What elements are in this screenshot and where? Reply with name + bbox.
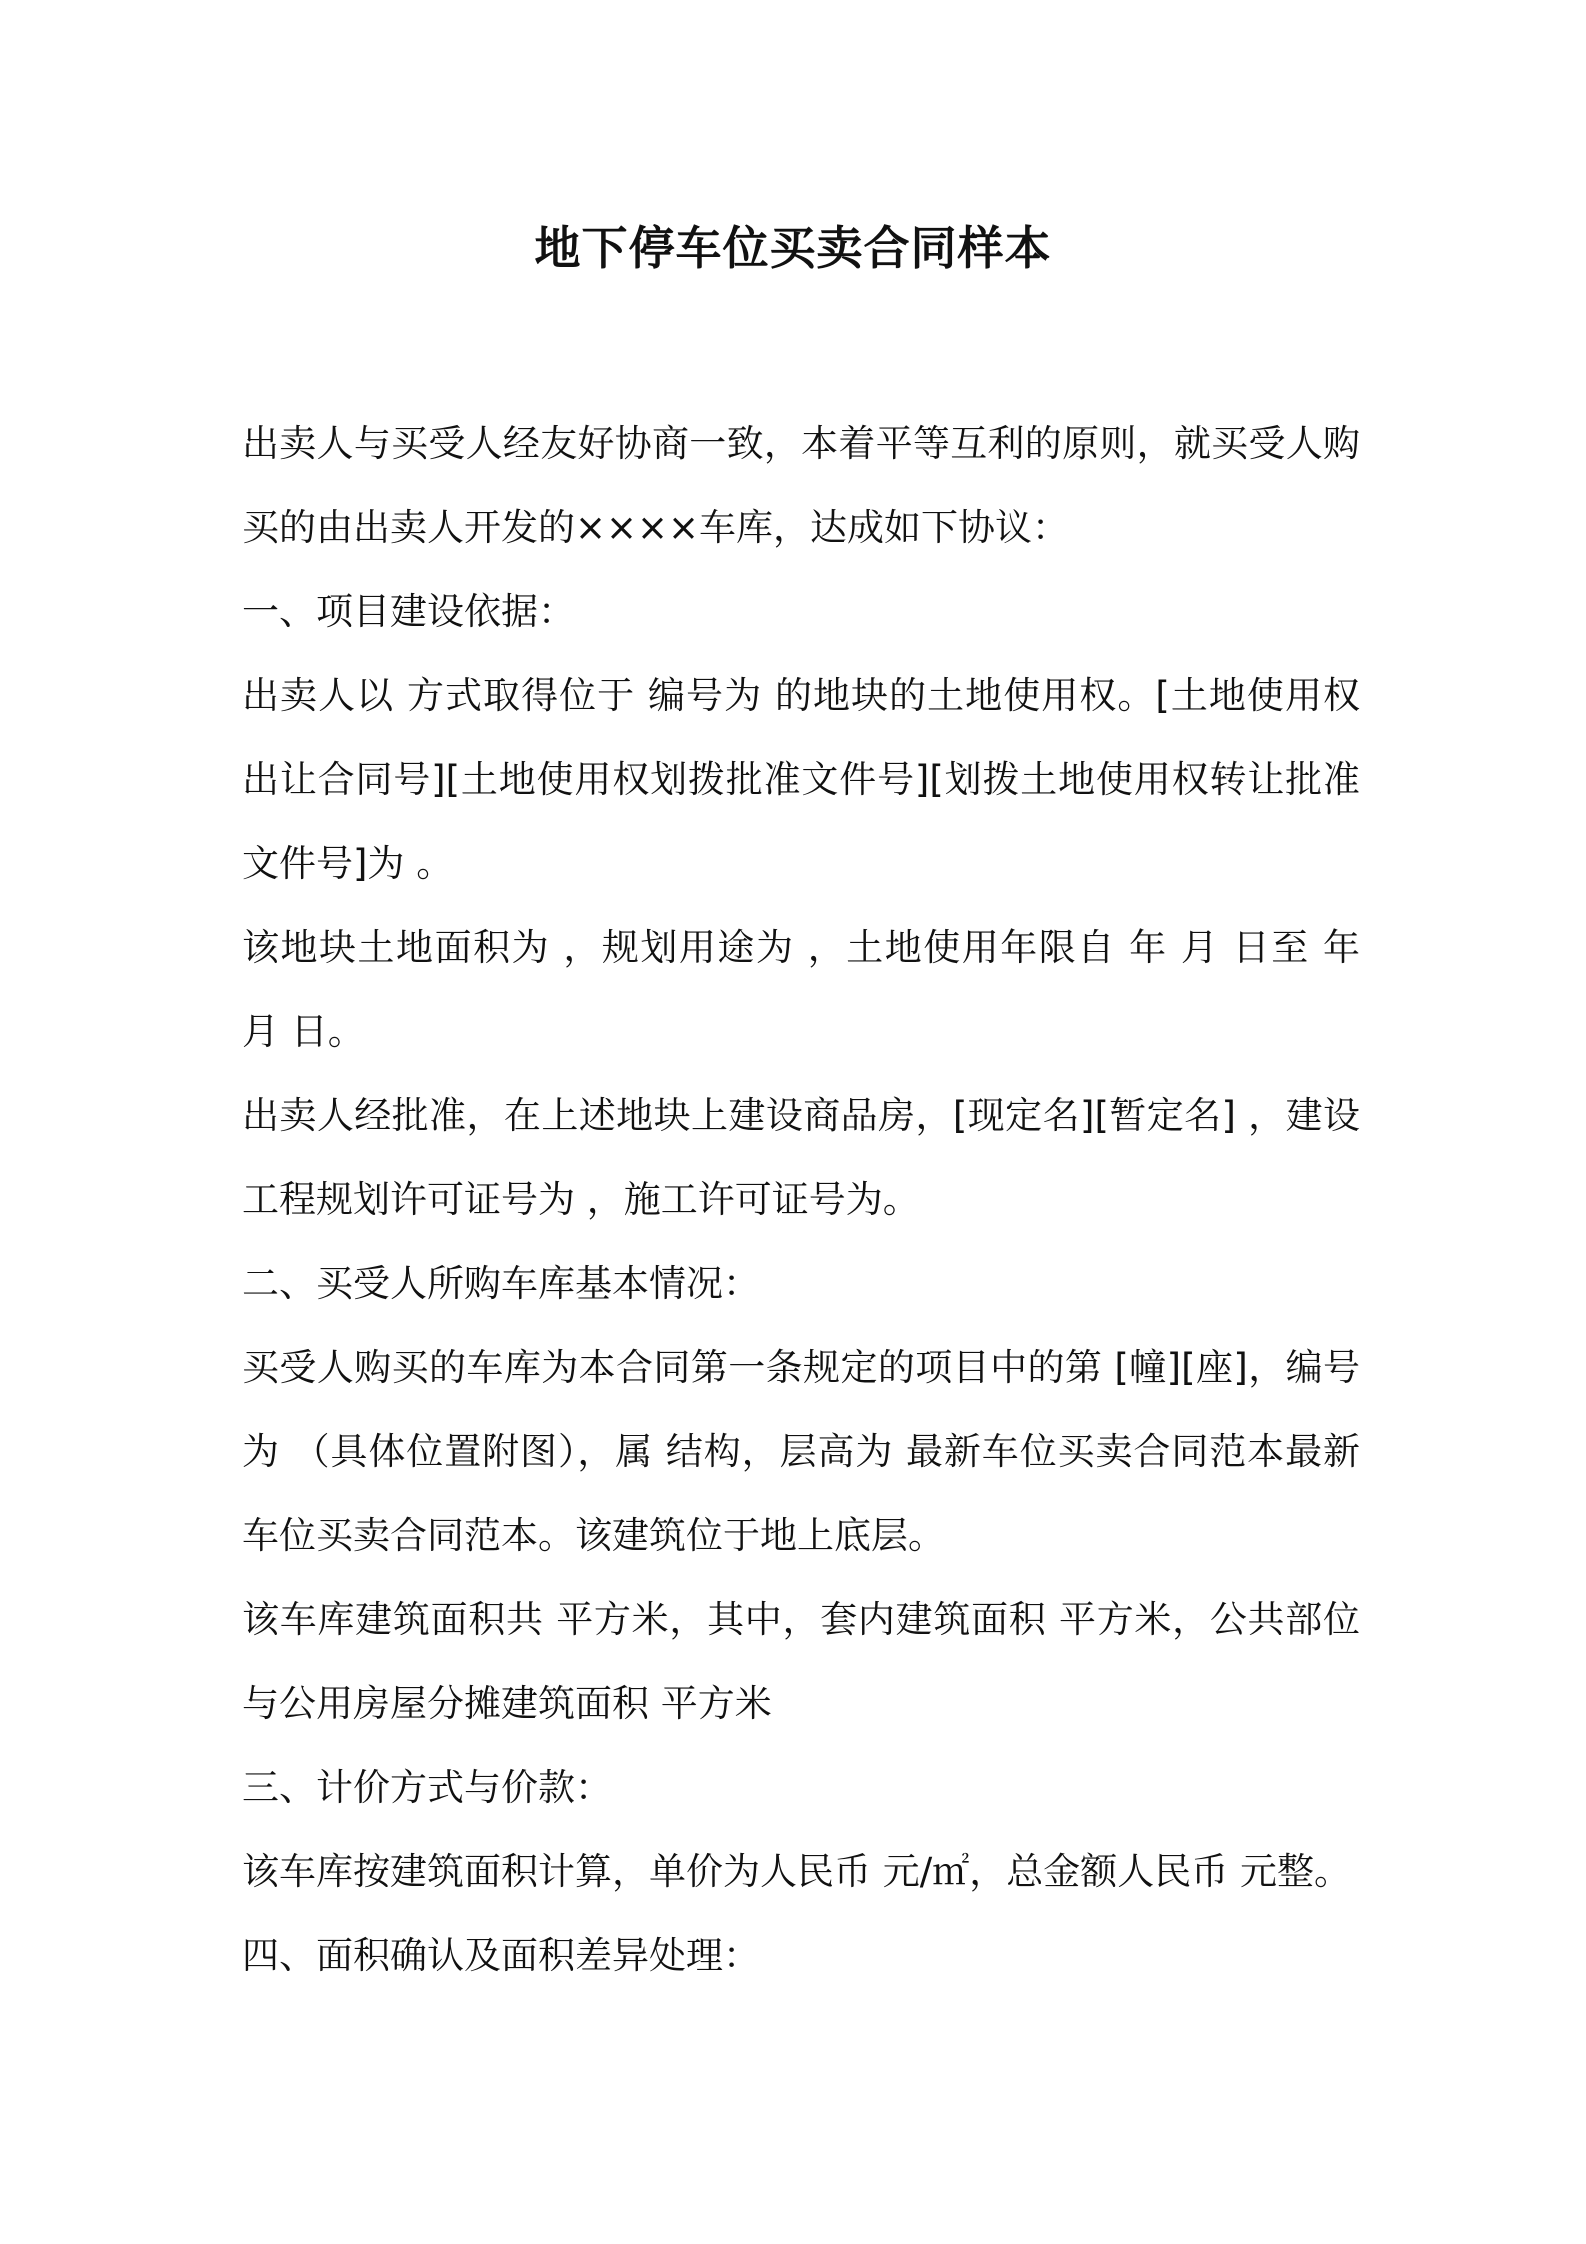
paragraph-land-rights: 出卖人以 方式取得位于 编号为 的地块的土地使用权。[土地使用权出让合同号][土地使用权划拨批准文件号][划拨土地使用权转让批准文件号]为 。 [242,674,1360,885]
paragraph-land-area: 该地块土地面积为 ，规划用途为 ，土地使用年限自 年 月 日至 年 月 日。 [242,926,1360,1053]
document-body [242,402,1360,1998]
paragraph-price: 该车库按建筑面积计算，单价为人民币 元/㎡，总金额人民币 元整。 [242,1850,1351,1893]
document-title: 地下停车位买卖合同样本 [534,221,1052,275]
intro-paragraph: 出卖人与买受人经友好协商一致，本着平等互利的原则，就买受人购买的由出卖人开发的××××车库，达成如下协议： [242,422,1360,549]
paragraph-construction: 出卖人经批准，在上述地块上建设商品房，[现定名][暂定名] ，建设工程规划许可证号为 ，施工许可证号为。 [242,1094,1360,1221]
section-heading-2: 二、买受人所购车库基本情况： [242,1262,760,1305]
paragraph-garage-info: 买受人购买的车库为本合同第一条规定的项目中的第 [幢][座]，编号为 （具体位置附图），属 结构，层高为 最新车位买卖合同范本最新车位买卖合同范本。该建筑位于地上底层。 [242,1346,1360,1557]
section-heading-1: 一、项目建设依据： [242,590,575,633]
section-heading-3: 三、计价方式与价款： [242,1766,612,1809]
paragraph-garage-area: 该车库建筑面积共 平方米，其中，套内建筑面积 平方米，公共部位与公用房屋分摊建筑面积 平方米 [242,1598,1360,1725]
section-heading-4: 四、面积确认及面积差异处理： [242,1934,760,1977]
